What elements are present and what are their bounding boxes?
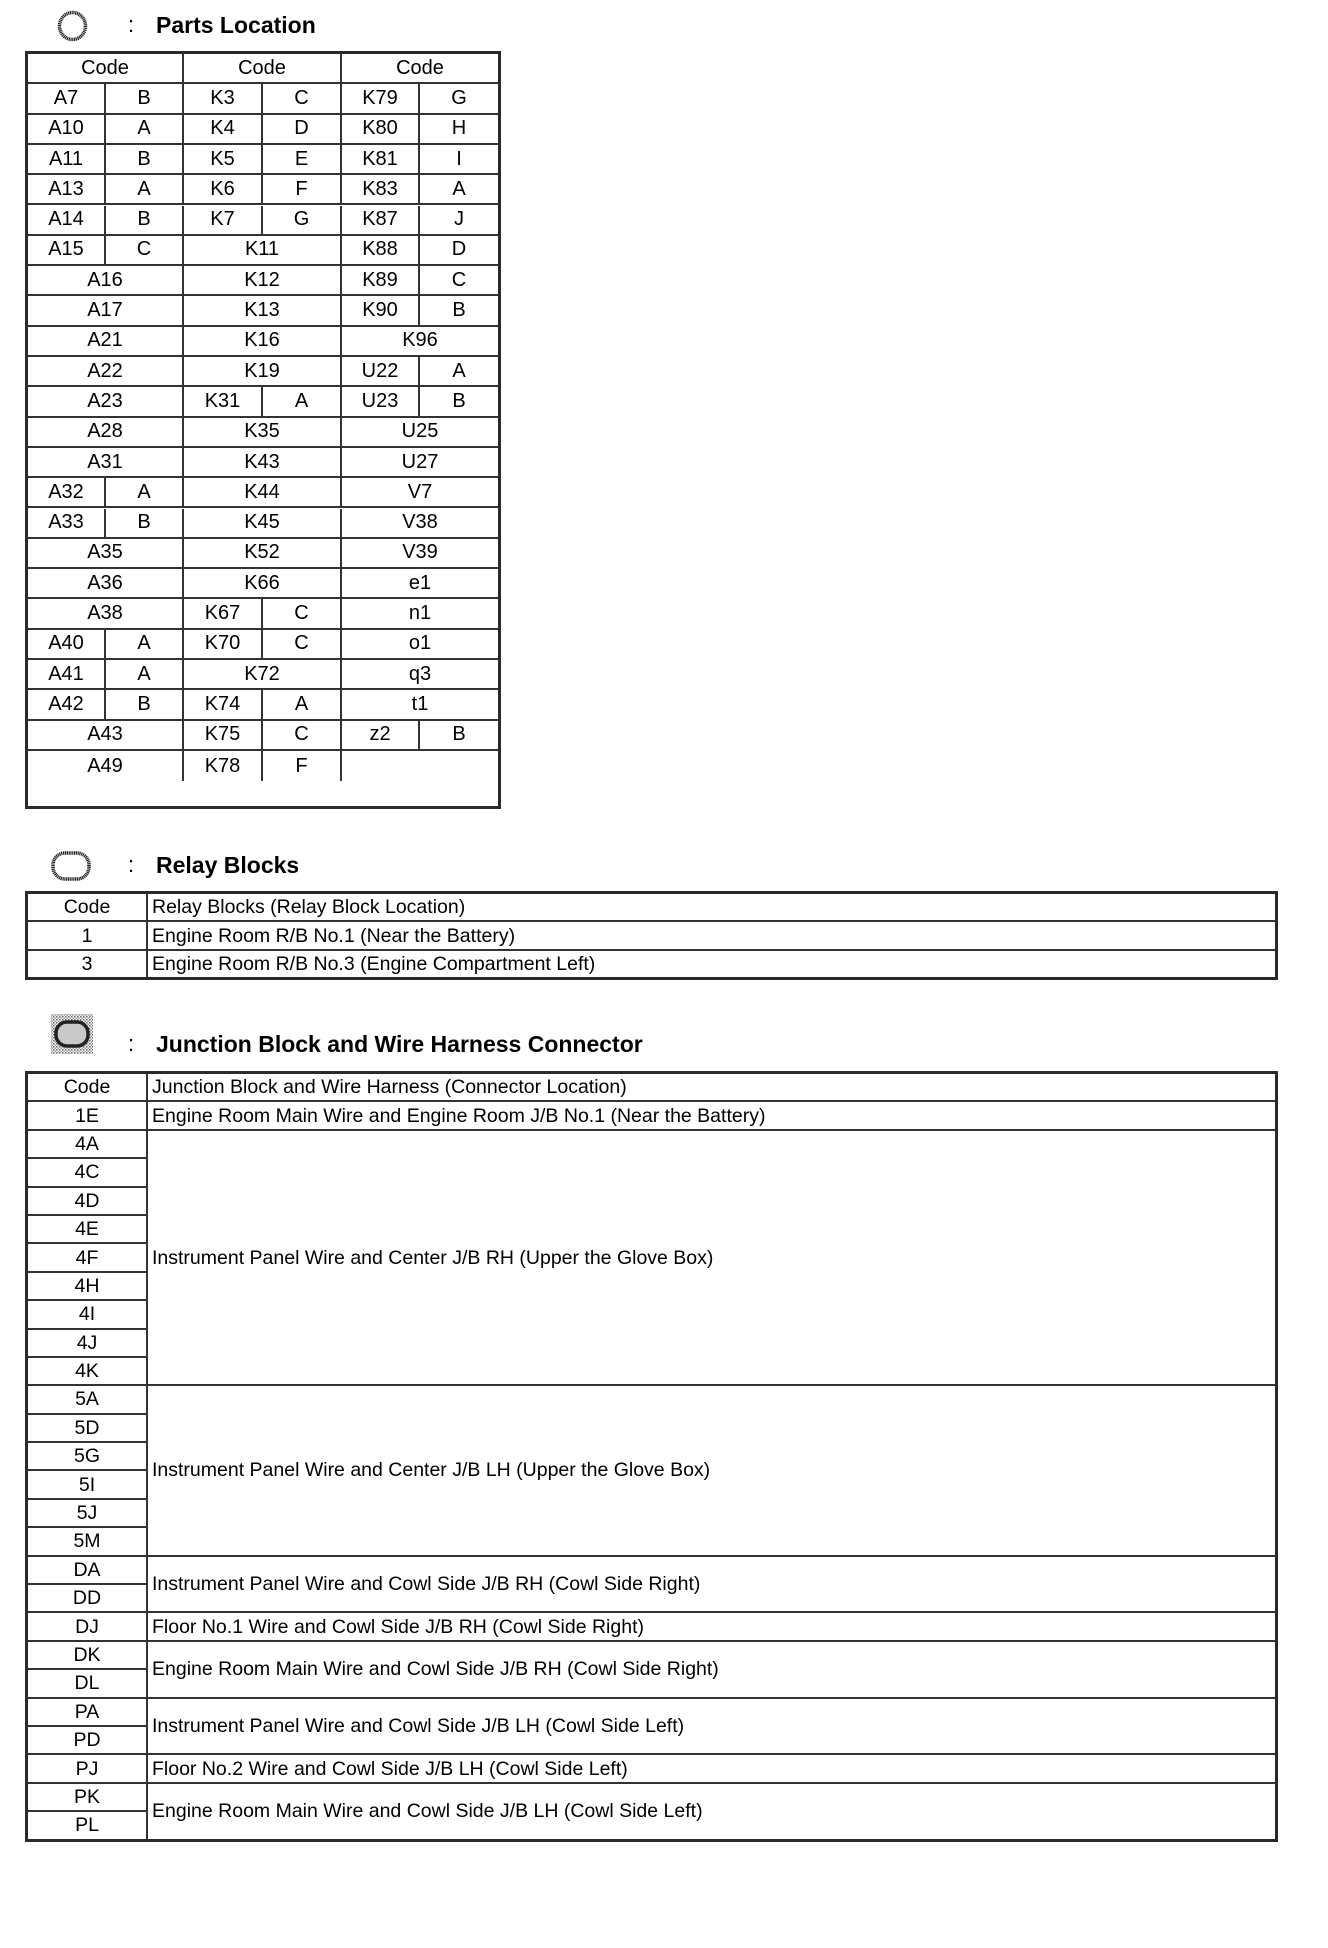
connector-code: 4K — [27, 1357, 148, 1385]
connector-code: 5M — [27, 1527, 148, 1555]
relay-code: 1 — [27, 921, 148, 949]
connector-code: 4J — [27, 1329, 148, 1357]
part-code: K19 — [184, 357, 342, 387]
table-row — [27, 1101, 1277, 1129]
part-code: A42 — [28, 690, 106, 720]
part-code: K70 — [184, 630, 263, 660]
connector-location-description: Floor No.1 Wire and Cowl Side J/B RH (Cowl Side Right) — [147, 1612, 1277, 1640]
part-code: A14 — [28, 206, 106, 236]
relay-blocks-table — [25, 891, 1278, 980]
part-code: A7 — [28, 84, 106, 114]
part-location-letter: A — [263, 387, 342, 417]
part-code: U23 — [342, 387, 420, 417]
part-code: A40 — [28, 630, 106, 660]
connector-location-description: Instrument Panel Wire and Center J/B RH (Upper the Glove Box) — [147, 1130, 1277, 1386]
part-code: K44 — [184, 478, 342, 508]
table-row — [27, 1385, 1277, 1413]
separator-colon: : — [128, 852, 135, 877]
part-code: V38 — [342, 509, 498, 539]
connector-code: 4E — [27, 1215, 148, 1243]
part-location-letter: B — [106, 509, 184, 539]
part-code: z2 — [342, 721, 420, 751]
part-code: e1 — [342, 569, 498, 599]
part-code — [342, 751, 498, 781]
part-location-letter: E — [263, 145, 342, 175]
column-header-code: Code — [342, 54, 498, 84]
part-code: t1 — [342, 690, 498, 720]
part-location-letter: A — [420, 357, 498, 387]
part-location-letter: D — [263, 115, 342, 145]
table-row — [27, 950, 1277, 979]
part-location-letter: A — [263, 690, 342, 720]
part-code: K72 — [184, 660, 342, 690]
connector-location-description: Floor No.2 Wire and Cowl Side J/B LH (Cowl Side Left) — [147, 1754, 1277, 1782]
connector-code: 1E — [27, 1101, 148, 1129]
part-location-letter: B — [106, 145, 184, 175]
table-row — [27, 1754, 1277, 1782]
part-location-letter: C — [263, 630, 342, 660]
part-code: K35 — [184, 418, 342, 448]
connector-location-description: Engine Room Main Wire and Engine Room J/B No.1 (Near the Battery) — [147, 1101, 1277, 1129]
part-code: o1 — [342, 630, 498, 660]
connector-code: DJ — [27, 1612, 148, 1640]
part-code: A35 — [28, 539, 184, 569]
connector-code: 5G — [27, 1442, 148, 1470]
part-code: K88 — [342, 236, 420, 266]
part-code: A32 — [28, 478, 106, 508]
rounded-rectangle-icon — [50, 850, 92, 887]
connector-code: 4H — [27, 1272, 148, 1300]
connector-code: DL — [27, 1669, 148, 1697]
part-code: A13 — [28, 175, 106, 205]
connector-code: 5D — [27, 1414, 148, 1442]
table-row — [27, 1698, 1277, 1726]
part-code: K16 — [184, 327, 342, 357]
part-location-letter: A — [420, 175, 498, 205]
part-location-letter: D — [420, 236, 498, 266]
connector-code: DK — [27, 1641, 148, 1669]
part-code: U25 — [342, 418, 498, 448]
part-location-letter: B — [420, 387, 498, 417]
connector-code: PA — [27, 1698, 148, 1726]
part-location-letter: A — [106, 478, 184, 508]
part-location-letter: F — [263, 175, 342, 205]
part-location-letter: G — [263, 206, 342, 236]
part-code: K11 — [184, 236, 342, 266]
part-code: K4 — [184, 115, 263, 145]
part-location-letter: B — [420, 721, 498, 751]
part-code: K67 — [184, 599, 263, 629]
part-code: A10 — [28, 115, 106, 145]
part-location-letter: A — [106, 630, 184, 660]
part-code: K43 — [184, 448, 342, 478]
table-header-row — [27, 893, 1277, 922]
part-location-letter: C — [106, 236, 184, 266]
connector-code: 4C — [27, 1158, 148, 1186]
column-header-code: Code — [28, 54, 184, 84]
part-code: K45 — [184, 509, 342, 539]
part-code: K75 — [184, 721, 263, 751]
part-code: A28 — [28, 418, 184, 448]
header-description: Relay Blocks (Relay Block Location) — [147, 893, 1277, 922]
section-title: Parts Location — [156, 12, 316, 38]
part-location-letter: H — [420, 115, 498, 145]
connector-code: 4D — [27, 1187, 148, 1215]
table-row — [27, 1641, 1277, 1669]
part-location-letter: B — [106, 206, 184, 236]
part-code: U27 — [342, 448, 498, 478]
part-location-letter: B — [420, 296, 498, 326]
section-title: Junction Block and Wire Harness Connector — [156, 1031, 643, 1057]
header-code: Code — [27, 893, 148, 922]
connector-code: 5J — [27, 1499, 148, 1527]
part-location-letter: F — [263, 751, 342, 781]
relay-description: Engine Room R/B No.1 (Near the Battery) — [147, 921, 1277, 949]
part-code: K5 — [184, 145, 263, 175]
connector-location-description: Engine Room Main Wire and Cowl Side J/B RH (Cowl Side Right) — [147, 1641, 1277, 1698]
connector-code: PJ — [27, 1754, 148, 1782]
part-location-letter: C — [263, 721, 342, 751]
connector-code: 4A — [27, 1130, 148, 1158]
part-location-letter: J — [420, 206, 498, 236]
part-code: K96 — [342, 327, 498, 357]
header-description: Junction Block and Wire Harness (Connector Location) — [147, 1073, 1277, 1102]
part-code: A49 — [28, 751, 184, 781]
part-location-letter: A — [106, 115, 184, 145]
part-code: A23 — [28, 387, 184, 417]
circle-icon — [57, 10, 88, 47]
shaded-rounded-rectangle-icon — [50, 1013, 94, 1060]
table-row — [27, 1783, 1277, 1811]
part-code: K81 — [342, 145, 420, 175]
part-code: A11 — [28, 145, 106, 175]
part-code: A21 — [28, 327, 184, 357]
part-code: K89 — [342, 266, 420, 296]
connector-code: PD — [27, 1726, 148, 1754]
connector-location-description: Instrument Panel Wire and Cowl Side J/B RH (Cowl Side Right) — [147, 1556, 1277, 1613]
part-code: K87 — [342, 206, 420, 236]
header-code: Code — [27, 1073, 148, 1102]
part-code: A22 — [28, 357, 184, 387]
part-code: A31 — [28, 448, 184, 478]
part-location-letter: A — [106, 175, 184, 205]
connector-code: DA — [27, 1556, 148, 1584]
part-code: K80 — [342, 115, 420, 145]
connector-code: PK — [27, 1783, 148, 1811]
junction-block-table-body — [27, 1073, 1277, 1841]
connector-code: DD — [27, 1584, 148, 1612]
table-row — [27, 1612, 1277, 1640]
part-code: A15 — [28, 236, 106, 266]
part-code: A38 — [28, 599, 184, 629]
connector-location-description: Instrument Panel Wire and Center J/B LH (Upper the Glove Box) — [147, 1385, 1277, 1555]
part-code: K74 — [184, 690, 263, 720]
separator-colon: : — [128, 12, 135, 37]
part-code: V39 — [342, 539, 498, 569]
part-location-letter: B — [106, 690, 184, 720]
part-code: K90 — [342, 296, 420, 326]
part-location-letter: G — [420, 84, 498, 114]
part-location-letter: B — [106, 84, 184, 114]
part-code: K7 — [184, 206, 263, 236]
connector-code: PL — [27, 1811, 148, 1840]
part-location-letter: C — [420, 266, 498, 296]
connector-code: 5I — [27, 1470, 148, 1498]
junction-block-table — [25, 1071, 1278, 1842]
part-code: K83 — [342, 175, 420, 205]
part-code: n1 — [342, 599, 498, 629]
part-code: K6 — [184, 175, 263, 205]
part-location-letter: A — [106, 660, 184, 690]
connector-code: 4I — [27, 1300, 148, 1328]
connector-code: 4F — [27, 1243, 148, 1271]
part-code: A36 — [28, 569, 184, 599]
part-code: K66 — [184, 569, 342, 599]
part-code: A33 — [28, 509, 106, 539]
relay-description: Engine Room R/B No.3 (Engine Compartment Left) — [147, 950, 1277, 979]
table-row — [27, 1130, 1277, 1158]
part-code: U22 — [342, 357, 420, 387]
column-header-code: Code — [184, 54, 342, 84]
part-code: K12 — [184, 266, 342, 296]
separator-colon: : — [128, 1031, 135, 1056]
part-code: q3 — [342, 660, 498, 690]
connector-code: 5A — [27, 1385, 148, 1413]
part-location-letter: C — [263, 84, 342, 114]
part-code: K78 — [184, 751, 263, 781]
connector-location-description: Engine Room Main Wire and Cowl Side J/B LH (Cowl Side Left) — [147, 1783, 1277, 1840]
part-code: K31 — [184, 387, 263, 417]
part-code: K13 — [184, 296, 342, 326]
part-code: A16 — [28, 266, 184, 296]
part-code: K79 — [342, 84, 420, 114]
table-row — [27, 1556, 1277, 1584]
parts-grid — [28, 54, 498, 806]
connector-location-description: Instrument Panel Wire and Cowl Side J/B LH (Cowl Side Left) — [147, 1698, 1277, 1755]
part-code: A43 — [28, 721, 184, 751]
part-code: V7 — [342, 478, 498, 508]
part-location-letter: C — [263, 599, 342, 629]
part-code: K3 — [184, 84, 263, 114]
relay-code: 3 — [27, 950, 148, 979]
part-code: K52 — [184, 539, 342, 569]
part-code: A41 — [28, 660, 106, 690]
parts-location-table — [25, 51, 501, 809]
part-location-letter: I — [420, 145, 498, 175]
part-code: A17 — [28, 296, 184, 326]
section-title: Relay Blocks — [156, 852, 300, 878]
table-header-row — [27, 1073, 1277, 1102]
table-row — [27, 921, 1277, 949]
